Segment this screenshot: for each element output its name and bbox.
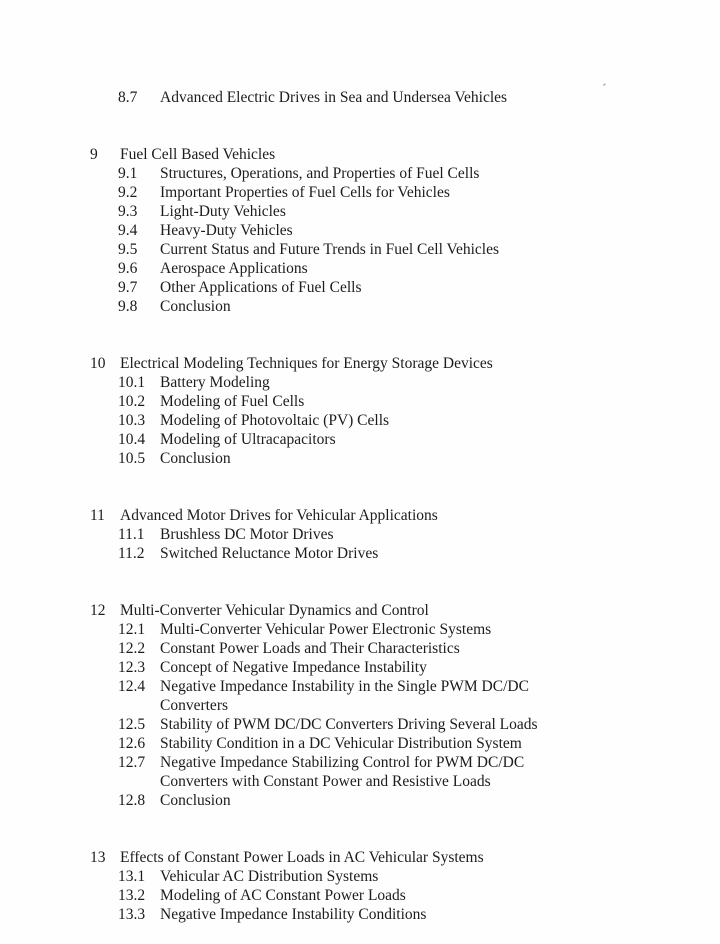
chapter-number: 10 bbox=[90, 355, 106, 372]
section-title-line: Important Properties of Fuel Cells for Vehicles bbox=[160, 184, 450, 201]
section-title bbox=[160, 620, 680, 639]
chapter-row bbox=[90, 145, 680, 164]
section-title bbox=[160, 677, 680, 715]
chapter-title: Electrical Modeling Techniques for Energy Storage Devices bbox=[120, 355, 493, 372]
section-title-line: Modeling of Photovoltaic (PV) Cells bbox=[160, 412, 390, 429]
section-title-line: Converters bbox=[160, 697, 229, 714]
section-number: 9.2 bbox=[118, 184, 138, 201]
section-title-line: Switched Reluctance Motor Drives bbox=[160, 545, 379, 562]
toc-section-row bbox=[90, 88, 680, 107]
section-title-line: Conclusion bbox=[160, 792, 231, 809]
chapter-block bbox=[90, 506, 680, 563]
toc-section-row bbox=[90, 373, 680, 392]
section-title bbox=[160, 753, 680, 791]
section-title bbox=[160, 297, 680, 316]
section-title bbox=[160, 164, 680, 183]
section-number: 12.5 bbox=[118, 716, 146, 733]
section-title-line: Aerospace Applications bbox=[160, 260, 308, 277]
toc-section-row bbox=[90, 392, 680, 411]
section-number: 10.3 bbox=[118, 412, 146, 429]
section-number: 12.3 bbox=[118, 659, 146, 676]
toc-section-row bbox=[90, 297, 680, 316]
section-title bbox=[160, 867, 680, 886]
section-number: 13.1 bbox=[118, 868, 146, 885]
section-number: 9.1 bbox=[118, 165, 138, 182]
section-title bbox=[160, 278, 680, 297]
toc-section-row bbox=[90, 867, 680, 886]
section-title-line: Constant Power Loads and Their Characteristics bbox=[160, 640, 460, 657]
toc-section-row bbox=[90, 715, 680, 734]
toc bbox=[90, 88, 680, 924]
section-title-line: Heavy-Duty Vehicles bbox=[160, 222, 293, 239]
toc-section-row bbox=[90, 905, 680, 924]
section-title bbox=[160, 430, 680, 449]
section-title-line: Other Applications of Fuel Cells bbox=[160, 279, 362, 296]
section-number: 11.1 bbox=[118, 526, 145, 543]
section-number: 8.7 bbox=[118, 89, 138, 106]
section-title bbox=[160, 449, 680, 468]
toc-section-row bbox=[90, 221, 680, 240]
section-title-line: Vehicular AC Distribution Systems bbox=[160, 868, 379, 885]
section-title bbox=[160, 411, 680, 430]
section-number: 9.7 bbox=[118, 279, 138, 296]
section-number: 13.2 bbox=[118, 887, 146, 904]
toc-section-row bbox=[90, 753, 680, 791]
section-title bbox=[160, 183, 680, 202]
section-title-line: Modeling of Ultracapacitors bbox=[160, 431, 336, 448]
toc-section-row bbox=[90, 677, 680, 715]
section-number: 12.4 bbox=[118, 678, 146, 695]
chapter-number: 11 bbox=[90, 507, 105, 524]
chapter-title: Effects of Constant Power Loads in AC Vehicular Systems bbox=[120, 849, 484, 866]
toc-section-row bbox=[90, 620, 680, 639]
section-title-line: Structures, Operations, and Properties of Fuel Cells bbox=[160, 165, 480, 182]
section-title bbox=[160, 259, 680, 278]
section-title-line: Multi-Converter Vehicular Power Electronic Systems bbox=[160, 621, 492, 638]
chapter-row bbox=[90, 601, 680, 620]
toc-section-row bbox=[90, 411, 680, 430]
chapter-title: Fuel Cell Based Vehicles bbox=[120, 146, 276, 163]
section-number: 12.7 bbox=[118, 754, 146, 771]
section-title-line: Negative Impedance Instability Conditions bbox=[160, 906, 427, 923]
toc-section-row bbox=[90, 734, 680, 753]
chapter-row bbox=[90, 354, 680, 373]
section-title bbox=[160, 886, 680, 905]
section-number: 9.4 bbox=[118, 222, 138, 239]
toc-section-row bbox=[90, 449, 680, 468]
section-title-line: Modeling of Fuel Cells bbox=[160, 393, 305, 410]
section-title bbox=[160, 905, 680, 924]
chapter-block bbox=[90, 145, 680, 316]
section-title bbox=[160, 734, 680, 753]
section-title-line: Negative Impedance Stabilizing Control for PWM DC/DC bbox=[160, 754, 525, 771]
toc-section-row bbox=[90, 544, 680, 563]
toc-section-row bbox=[90, 202, 680, 221]
section-title-line: Conclusion bbox=[160, 450, 231, 467]
section-title bbox=[160, 240, 680, 259]
section-title bbox=[160, 791, 680, 810]
section-title-line: Converters with Constant Power and Resistive Loads bbox=[160, 773, 491, 790]
chapter-number: 13 bbox=[90, 849, 106, 866]
section-number: 12.2 bbox=[118, 640, 146, 657]
section-title-line: Modeling of AC Constant Power Loads bbox=[160, 887, 406, 904]
toc-section-row bbox=[90, 658, 680, 677]
section-title-line: Stability of PWM DC/DC Converters Driving Several Loads bbox=[160, 716, 538, 733]
chapter-block bbox=[90, 354, 680, 468]
section-title-line: Advanced Electric Drives in Sea and Undersea Vehicles bbox=[160, 89, 508, 106]
section-title bbox=[160, 715, 680, 734]
chapter-row bbox=[90, 848, 680, 867]
section-title bbox=[160, 373, 680, 392]
toc-section-row bbox=[90, 259, 680, 278]
section-title bbox=[160, 392, 680, 411]
section-title-line: Brushless DC Motor Drives bbox=[160, 526, 334, 543]
chapter-title: Multi-Converter Vehicular Dynamics and Control bbox=[120, 602, 429, 619]
section-number: 9.5 bbox=[118, 241, 138, 258]
section-number: 10.5 bbox=[118, 450, 146, 467]
section-title bbox=[160, 88, 680, 107]
toc-section-row bbox=[90, 791, 680, 810]
section-title-line: Conclusion bbox=[160, 298, 231, 315]
chapter-title: Advanced Motor Drives for Vehicular Applications bbox=[120, 507, 438, 524]
section-title-line: Battery Modeling bbox=[160, 374, 270, 391]
section-number: 12.6 bbox=[118, 735, 146, 752]
section-number: 9.3 bbox=[118, 203, 138, 220]
toc-section-row bbox=[90, 240, 680, 259]
section-number: 9.8 bbox=[118, 298, 138, 315]
section-title bbox=[160, 221, 680, 240]
toc-section-row bbox=[90, 639, 680, 658]
chapter-row bbox=[90, 506, 680, 525]
section-number: 9.6 bbox=[118, 260, 138, 277]
section-title bbox=[160, 658, 680, 677]
chapter-block bbox=[90, 601, 680, 810]
section-number: 10.1 bbox=[118, 374, 146, 391]
section-title bbox=[160, 544, 680, 563]
section-title bbox=[160, 639, 680, 658]
toc-section-row bbox=[90, 886, 680, 905]
scan-artifact-mark: ´ bbox=[599, 81, 608, 99]
section-title-line: Concept of Negative Impedance Instability bbox=[160, 659, 427, 676]
toc-section-row bbox=[90, 278, 680, 297]
toc-section-row bbox=[90, 525, 680, 544]
section-number: 10.2 bbox=[118, 393, 146, 410]
section-number: 11.2 bbox=[118, 545, 145, 562]
chapter-block bbox=[90, 848, 680, 924]
toc-section-row bbox=[90, 183, 680, 202]
section-title bbox=[160, 525, 680, 544]
section-number: 10.4 bbox=[118, 431, 146, 448]
section-title-line: Stability Condition in a DC Vehicular Distribution System bbox=[160, 735, 522, 752]
section-title-line: Negative Impedance Instability in the Single PWM DC/DC bbox=[160, 678, 529, 695]
section-number: 12.8 bbox=[118, 792, 146, 809]
chapter-number: 9 bbox=[90, 146, 98, 163]
section-title-line: Light-Duty Vehicles bbox=[160, 203, 286, 220]
section-title-line: Current Status and Future Trends in Fuel Cell Vehicles bbox=[160, 241, 499, 258]
toc-section-row bbox=[90, 430, 680, 449]
section-number: 12.1 bbox=[118, 621, 146, 638]
section-number: 13.3 bbox=[118, 906, 146, 923]
chapter-number: 12 bbox=[90, 602, 106, 619]
section-title bbox=[160, 202, 680, 221]
toc-section-row bbox=[90, 164, 680, 183]
